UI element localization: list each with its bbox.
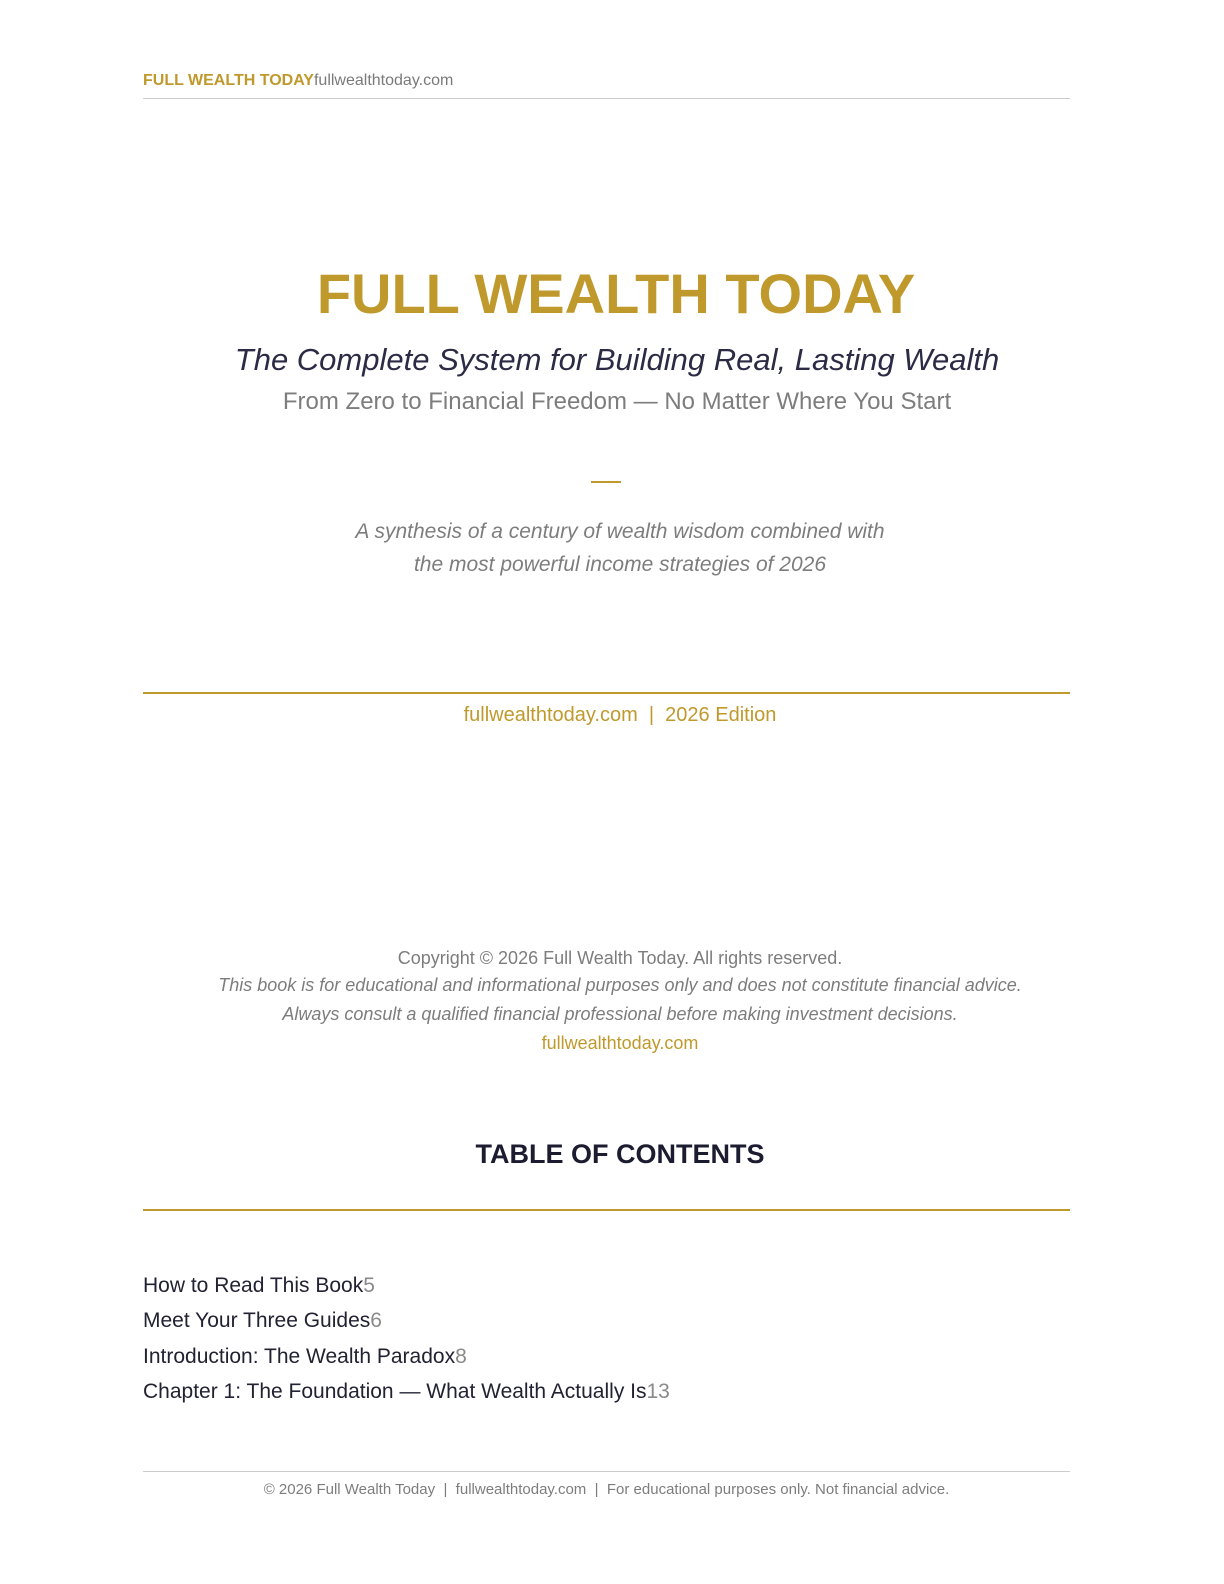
- decorative-dash: [591, 481, 621, 483]
- toc-entry-title: Chapter 1: The Foundation — What Wealth Actually Is: [143, 1379, 647, 1403]
- toc-entry[interactable]: [143, 1339, 1070, 1374]
- book-title: FULL WEALTH TODAY: [316, 262, 916, 325]
- toc-entry-page: 6: [370, 1309, 382, 1333]
- synthesis-line-2: the most powerful income strategies of 2026: [413, 553, 827, 576]
- edition-divider: [143, 692, 1070, 694]
- toc-entry-page: 5: [363, 1274, 375, 1297]
- toc-entry-page: 8: [455, 1344, 467, 1368]
- edition-line: fullwealthtoday.com | 2026 Edition: [463, 704, 777, 726]
- toc-heading: TABLE OF CONTENTS: [475, 1139, 765, 1169]
- toc-list: [143, 1268, 1070, 1409]
- copyright-url-link[interactable]: fullwealthtoday.com: [541, 1033, 699, 1053]
- toc-entry-page: 13: [646, 1379, 670, 1403]
- header-url: fullwealthtoday.com: [313, 72, 454, 89]
- toc-entry-title: How to Read This Book: [143, 1274, 364, 1297]
- page-header: [143, 70, 1070, 99]
- cover-title-block: [0, 262, 1224, 418]
- toc-entry-title: Introduction: The Wealth Paradox: [143, 1344, 456, 1368]
- toc-entry[interactable]: [143, 1374, 1070, 1409]
- page-footer: © 2026 Full Wealth Today | fullwealthtoday.com | For educational purposes only. Not financial advice.: [143, 1471, 1070, 1500]
- header-brand: FULL WEALTH TODAY: [143, 72, 314, 89]
- toc-entry-title: Meet Your Three Guides: [143, 1309, 371, 1333]
- toc-entry[interactable]: [143, 1303, 1070, 1338]
- toc-entry[interactable]: [143, 1268, 1070, 1303]
- synthesis-note: [0, 515, 1224, 581]
- synthesis-line-1: A synthesis of a century of wealth wisdom combined with: [355, 520, 885, 543]
- disclaimer-line-2: Always consult a qualified financial professional before making investment decisions.: [282, 1004, 958, 1024]
- copyright-block: [0, 945, 1224, 1058]
- toc-divider: [143, 1209, 1070, 1211]
- disclaimer-line-1: This book is for educational and informational purposes only and does not constitute financial advice.: [218, 975, 1022, 995]
- copyright-notice: Copyright © 2026 Full Wealth Today. All rights reserved.: [397, 948, 843, 968]
- book-subtitle: The Complete System for Building Real, Lasting Wealth: [234, 342, 1000, 377]
- book-tagline: From Zero to Financial Freedom — No Matter Where You Start: [282, 388, 952, 415]
